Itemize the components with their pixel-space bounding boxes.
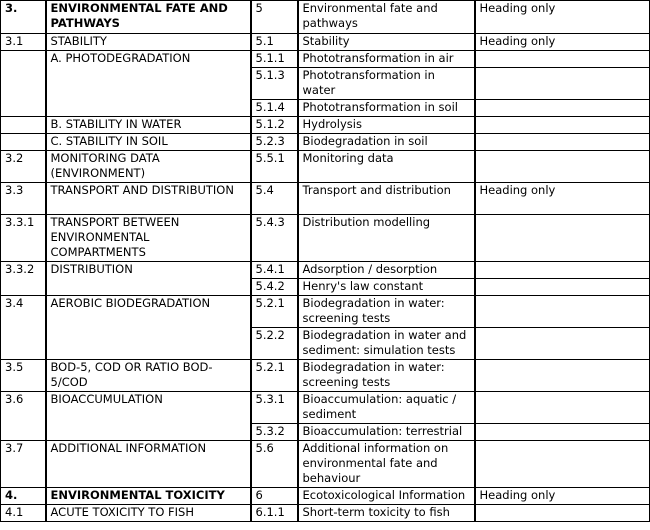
subsection-number-cell: 5.1.3 — [251, 68, 298, 100]
section-number-cell: 4.1 — [1, 505, 46, 522]
section-title-cell: B. STABILITY IN WATER — [46, 117, 251, 134]
section-title-cell: C. STABILITY IN SOIL — [46, 134, 251, 151]
table-row — [1, 151, 650, 183]
section-number-cell — [1, 134, 46, 151]
subsection-number-cell: 5.2.1 — [251, 360, 298, 392]
subsection-description-cell: Biodegradation in soil — [298, 134, 475, 151]
note-cell — [475, 51, 650, 68]
section-title-cell: MONITORING DATA (ENVIRONMENT) — [46, 151, 251, 183]
subsection-number-cell: 5.2.2 — [251, 328, 298, 360]
subsection-description-cell: Hydrolysis — [298, 117, 475, 134]
note-cell — [475, 392, 650, 424]
table-row — [1, 51, 650, 68]
subsection-description-cell: Monitoring data — [298, 151, 475, 183]
subsection-number-cell: 6.1.1 — [251, 505, 298, 522]
note-cell — [475, 68, 650, 100]
section-number-cell: 3.7 — [1, 441, 46, 488]
note-cell: Heading only — [475, 488, 650, 505]
table-row — [1, 34, 650, 51]
table-row — [1, 296, 650, 328]
note-cell — [475, 505, 650, 522]
section-title-cell: TRANSPORT BETWEEN ENVIRONMENTAL COMPARTMENTS — [46, 215, 251, 262]
subsection-number-cell: 6 — [251, 488, 298, 505]
note-cell — [475, 424, 650, 441]
section-title-cell: BOD-5, COD OR RATIO BOD-5/COD — [46, 360, 251, 392]
subsection-description-cell: Biodegradation in water: screening tests — [298, 296, 475, 328]
section-title-cell: STABILITY — [46, 34, 251, 51]
subsection-number-cell: 5.4.2 — [251, 279, 298, 296]
subsection-description-cell: Additional information on environmental fate and behaviour — [298, 441, 475, 488]
subsection-description-cell: Bioaccumulation: terrestrial — [298, 424, 475, 441]
section-number-cell: 3. — [1, 1, 46, 34]
subsection-description-cell: Ecotoxicological Information — [298, 488, 475, 505]
table-row — [1, 262, 650, 279]
subsection-description-cell: Bioaccumulation: aquatic / sediment — [298, 392, 475, 424]
subsection-number-cell: 5.3.1 — [251, 392, 298, 424]
subsection-description-cell: Transport and distribution — [298, 183, 475, 215]
note-cell: Heading only — [475, 1, 650, 34]
note-cell — [475, 117, 650, 134]
section-title-cell: ENVIRONMENTAL FATE AND PATHWAYS — [46, 1, 251, 34]
note-cell — [475, 100, 650, 117]
note-cell — [475, 279, 650, 296]
note-cell — [475, 360, 650, 392]
section-number-cell: 3.3.1 — [1, 215, 46, 262]
subsection-description-cell: Biodegradation in water: screening tests — [298, 360, 475, 392]
subsection-description-cell: Short-term toxicity to fish — [298, 505, 475, 522]
note-cell — [475, 262, 650, 279]
section-number-cell: 3.6 — [1, 392, 46, 441]
section-title-cell: ADDITIONAL INFORMATION — [46, 441, 251, 488]
section-number-cell: 3.3 — [1, 183, 46, 215]
subsection-number-cell: 5.5.1 — [251, 151, 298, 183]
section-title-cell: ACUTE TOXICITY TO FISH — [46, 505, 251, 522]
section-number-cell — [1, 117, 46, 134]
section-title-cell: DISTRIBUTION — [46, 262, 251, 296]
table-row — [1, 441, 650, 488]
note-cell: Heading only — [475, 34, 650, 51]
table-row — [1, 392, 650, 424]
subsection-description-cell: Stability — [298, 34, 475, 51]
table-row — [1, 117, 650, 134]
subsection-number-cell: 5.4.3 — [251, 215, 298, 262]
section-number-cell — [1, 51, 46, 117]
subsection-description-cell: Biodegradation in water and sediment: simulation tests — [298, 328, 475, 360]
table-row — [1, 360, 650, 392]
table-row — [1, 488, 650, 505]
section-number-cell: 3.5 — [1, 360, 46, 392]
subsection-number-cell: 5.4.1 — [251, 262, 298, 279]
note-cell — [475, 328, 650, 360]
note-cell — [475, 134, 650, 151]
section-number-cell: 3.2 — [1, 151, 46, 183]
section-title-cell: BIOACCUMULATION — [46, 392, 251, 441]
table-row — [1, 215, 650, 262]
subsection-description-cell: Phototransformation in water — [298, 68, 475, 100]
table-row — [1, 134, 650, 151]
note-cell — [475, 151, 650, 183]
subsection-number-cell: 5.2.1 — [251, 296, 298, 328]
table-row — [1, 1, 650, 34]
subsection-number-cell: 5.1.4 — [251, 100, 298, 117]
mapping-table-body — [1, 1, 650, 522]
subsection-number-cell: 5.4 — [251, 183, 298, 215]
subsection-number-cell: 5 — [251, 1, 298, 34]
section-number-cell: 3.4 — [1, 296, 46, 360]
note-cell — [475, 215, 650, 262]
table-row — [1, 505, 650, 522]
table-row — [1, 183, 650, 215]
subsection-description-cell: Phototransformation in soil — [298, 100, 475, 117]
section-title-cell: ENVIRONMENTAL TOXICITY — [46, 488, 251, 505]
subsection-number-cell: 5.6 — [251, 441, 298, 488]
section-title-cell: A. PHOTODEGRADATION — [46, 51, 251, 117]
subsection-number-cell: 5.2.3 — [251, 134, 298, 151]
subsection-number-cell: 5.3.2 — [251, 424, 298, 441]
note-cell — [475, 296, 650, 328]
subsection-description-cell: Adsorption / desorption — [298, 262, 475, 279]
section-number-cell: 4. — [1, 488, 46, 505]
section-number-cell: 3.1 — [1, 34, 46, 51]
subsection-number-cell: 5.1 — [251, 34, 298, 51]
section-title-cell: TRANSPORT AND DISTRIBUTION — [46, 183, 251, 215]
subsection-description-cell: Phototransformation in air — [298, 51, 475, 68]
subsection-number-cell: 5.1.2 — [251, 117, 298, 134]
subsection-description-cell: Distribution modelling — [298, 215, 475, 262]
subsection-number-cell: 5.1.1 — [251, 51, 298, 68]
subsection-description-cell: Environmental fate and pathways — [298, 1, 475, 34]
subsection-description-cell: Henry's law constant — [298, 279, 475, 296]
note-cell: Heading only — [475, 183, 650, 215]
note-cell — [475, 441, 650, 488]
section-number-cell: 3.3.2 — [1, 262, 46, 296]
section-title-cell: AEROBIC BIODEGRADATION — [46, 296, 251, 360]
